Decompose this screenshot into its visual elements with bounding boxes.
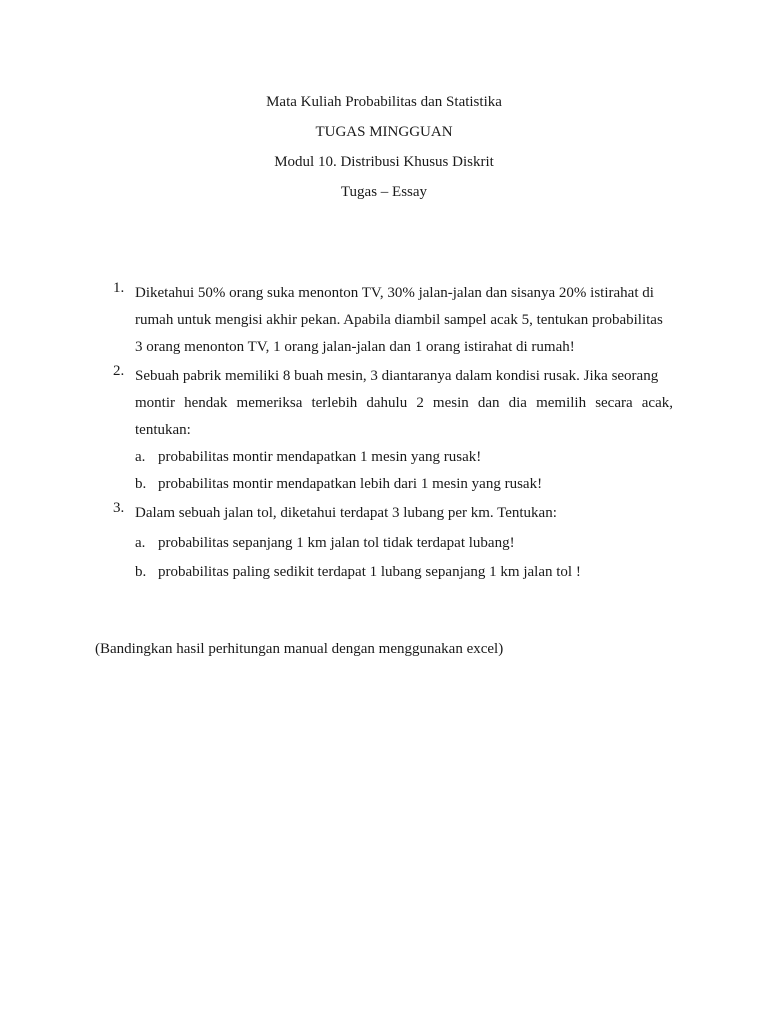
course-title: Mata Kuliah Probabilitas dan Statistika: [266, 94, 502, 110]
sub-question-letter: a.: [135, 535, 146, 551]
question-line: Diketahui 50% orang suka menonton TV, 30% jalan-jalan dan sisanya 20% istirahat di: [135, 285, 654, 301]
question-line: montir hendak memeriksa terlebih dahulu 2 mesin dan dia memilih secara acak, tentukan:: [135, 395, 673, 438]
module-title: Modul 10. Distribusi Khusus Diskrit: [274, 154, 494, 170]
question-1: [113, 280, 673, 361]
sub-question-text: probabilitas paling sedikit terdapat 1 lubang sepanjang 1 km jalan tol !: [158, 564, 581, 580]
sub-question-text: probabilitas sepanjang 1 km jalan tol tidak terdapat lubang!: [158, 535, 515, 551]
closing-note: (Bandingkan hasil perhitungan manual dengan menggunakan excel): [95, 641, 504, 657]
question-list: [113, 280, 673, 587]
sub-question-letter: b.: [135, 476, 147, 492]
question-line: Dalam sebuah jalan tol, diketahui terdapat 3 lubang per km. Tentukan:: [135, 505, 557, 521]
question-number: 1.: [113, 280, 125, 296]
question-2: [113, 363, 673, 444]
question-text: [135, 363, 673, 444]
question-line: Sebuah pabrik memiliki 8 buah mesin, 3 diantaranya dalam kondisi rusak. Jika seorang: [135, 368, 659, 384]
question-number: 3.: [113, 500, 125, 516]
question-text: [135, 280, 673, 361]
question-3: [113, 500, 673, 527]
question-line: rumah untuk mengisi akhir pekan. Apabila diambil sampel acak 5, tentukan probabilitas: [135, 312, 663, 328]
sub-question-letter: a.: [135, 449, 146, 465]
question-number: 2.: [113, 363, 125, 379]
sub-question-2a: [113, 444, 673, 471]
assignment-title: TUGAS MINGGUAN: [315, 124, 453, 140]
sub-question-3a: [113, 529, 673, 558]
question-line: 3 orang menonton TV, 1 orang jalan-jalan dan 1 orang istirahat di rumah!: [135, 339, 575, 355]
sub-question-2b: [113, 471, 673, 498]
document-header: [0, 92, 768, 212]
sub-question-letter: b.: [135, 564, 147, 580]
question-text: [135, 500, 673, 527]
assignment-type: Tugas – Essay: [340, 184, 428, 200]
sub-question-text: probabilitas montir mendapatkan 1 mesin yang rusak!: [158, 449, 482, 465]
sub-question-text: probabilitas montir mendapatkan lebih dari 1 mesin yang rusak!: [158, 476, 543, 492]
sub-question-3b: [113, 558, 673, 587]
